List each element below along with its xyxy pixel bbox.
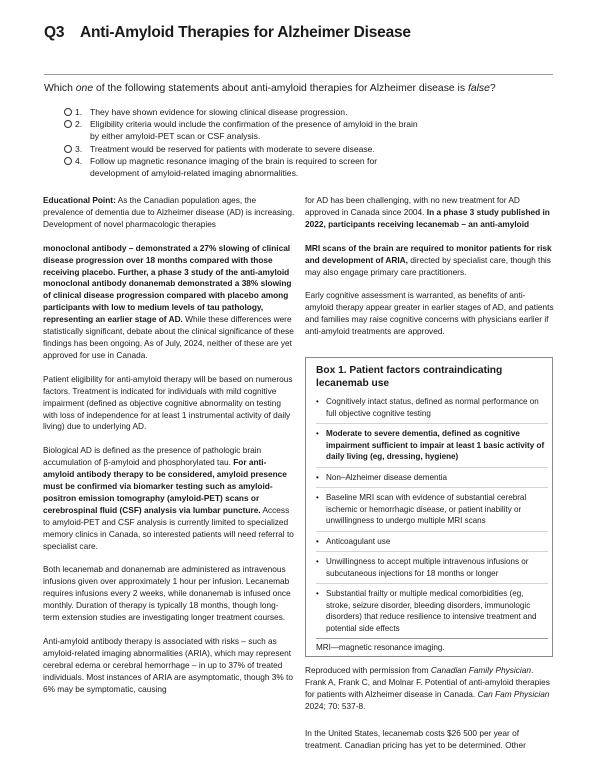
paragraph-eligibility: Patient eligibility for anti-amyloid therapy will be based on numerous factors. Treatment is indicated for individuals with mild cognitive impairment (defined as objective cognitive abnormality on testing with loss of independence for at least 1 instrumental activity of daily living) due to underlying AD. (43, 373, 293, 432)
question-stem (44, 83, 564, 94)
option-number: 4. (75, 155, 83, 166)
option-text: Treatment would be reserved for patients with moderate to severe disease. (90, 143, 375, 154)
option-number: 1. (75, 107, 83, 117)
answer-option-1[interactable] (64, 106, 484, 118)
radio-circle-icon[interactable] (64, 108, 72, 116)
approval-text: for AD has been challenging, with no new treatment for AD approved in Canada since 2004. (305, 195, 520, 217)
question-end: ? (489, 83, 496, 94)
citation (305, 665, 555, 713)
answer-options (64, 106, 484, 179)
box-item-non-ad-dementia: • Non–Alzheimer disease dementia (316, 472, 548, 489)
title-divider (44, 74, 553, 75)
option-number: 3. (75, 143, 83, 154)
biological-ad-text-cont: Access to amyloid-PET and CSF analysis is currently limited to specialized memory clinics in Canada, so interested patients will need referral to specialist care. (43, 504, 294, 551)
trials-bold-text: monoclonal antibody – demonstrated a 27% slowing of clinical disease progression over 18 months compared with those receiving placebo. Further, a phase 3 study of the anti-amyloid monoclonal antibody donanemab demonstrated a 38% slowing of clinical disease progression compared with placebo among participants with low to medium levels of tau pathology, representing an earlier stage of AD. (43, 242, 292, 325)
box-footnote: MRI—magnetic resonance imaging. (316, 638, 548, 652)
option-text-cont: by either amyloid-PET scan or CSF analysis. (90, 131, 261, 142)
option-text: They have shown evidence for slowing clinical disease progression. (90, 107, 348, 117)
paragraph-biological-ad (43, 445, 295, 552)
option-text: Follow up magnetic resonance imaging of the brain is required to screen for (90, 155, 378, 166)
paragraph-approval (305, 195, 554, 231)
approval-bold-text: In a phase 3 study published in 2022, participants receiving lecanemab – an anti-amyloid (305, 206, 550, 229)
biological-ad-bold-text: For anti-amyloid antibody therapy to be considered, amyloid presence must be confirmed via biomarker testing such as amyloid-positron emission tomography (amyloid-PET) scans or cerebrospinal fluid (CSF) analysis via lumbar puncture. (43, 457, 287, 515)
option-number: 2. (75, 119, 83, 130)
box-contraindications (305, 357, 553, 657)
educational-point (43, 195, 295, 231)
question-pre: Which (44, 83, 76, 94)
citation-journal-abbr: Can Fam Physician (477, 688, 550, 699)
box-item-bold-text: Moderate to severe dementia, defined as cognitive impairment sufficient to impair at least 1 basic activity of daily living (eg, dressing, hygiene) (326, 429, 545, 461)
question-emphasis-false: false (467, 83, 490, 94)
citation-end: 2024; 70: 537-8. (305, 700, 366, 711)
biological-ad-text: Biological AD is defined as the presence of pathologic brain accumulation of β-amyloid and phosphorylated tau. (43, 445, 262, 468)
citation-pre: Reproduced with permission from (305, 665, 431, 675)
box-item-baseline-mri: • Baseline MRI scan with evidence of substantial cerebral ischemic or hemorrhagic disease, or patient inability or unwillingness to undergo multiple MRI scans (316, 492, 548, 532)
box-list (316, 396, 548, 642)
right-column (305, 195, 554, 338)
question-emphasis-one: one (75, 83, 94, 94)
page-title (44, 24, 411, 42)
box-item-moderate-severe (316, 428, 548, 468)
mri-bold-text: MRI scans of the brain are required to monitor patients for risk and development of ARIA, (305, 242, 552, 265)
trials-text: While these differences were statistically significant, debate about the clinical significance of these findings has been ongoing. As of July, 2024, neither of these are yet approved for use in Canada. (43, 314, 294, 360)
box-title: Box 1. Patient factors contraindicating lecanemab use (316, 365, 503, 389)
paragraph-mri (305, 243, 554, 279)
radio-circle-icon[interactable] (64, 120, 72, 128)
option-text-cont: development of amyloid-related imaging abnormalities. (90, 168, 299, 179)
citation-mid: . Frank A, Frank C, and Molnar F. Potential of anti-amyloid therapies for patients with Alzheimer disease in Canada. (305, 665, 550, 699)
question-mid: of the following statements about anti-amyloid therapies for Alzheimer disease is (93, 83, 468, 94)
radio-circle-icon[interactable] (64, 157, 72, 165)
answer-option-3[interactable] (64, 143, 484, 155)
box-item-anticoagulant: • Anticoagulant use (316, 536, 548, 553)
paragraph-us-cost: In the United States, lecanemab costs $26 500 per year of treatment. Canadian pricing has yet to be determined. Other (305, 728, 526, 750)
paragraph-risks: Anti-amyloid antibody therapy is associated with risks – such as amyloid-related imaging abnormalities (ARIA), which may represent cerebral edema or cerebral hemorrhage – in up to 37% of treated individuals. Most instances of ARIA are asymptomatic, though 3% to 6% may be symptomatic, causing (43, 636, 293, 694)
educational-point-text: As the Canadian population ages, the prevalence of dementia due to Alzheimer disease (AD) is increasing. Development of novel pharmacologic therapies (43, 195, 295, 229)
box-item-frailty: • Substantial frailty or multiple medical comorbidities (eg, stroke, seizure disorder, bleeding disorders, immunologic disorders) that reduce resilience to intensive treatment and potential side effects (316, 588, 548, 638)
citation-journal: Canadian Family Physician (430, 665, 531, 675)
question-number: Q3 (44, 24, 65, 41)
box-item-cognitively-intact: • Cognitively intact status, defined as normal performance on full objective cognitive testing (316, 396, 548, 424)
paragraph-trials (43, 243, 295, 362)
box-item-unwillingness: • Unwillingness to accept multiple intravenous infusions or subcutaneous injections for 18 months or longer (316, 556, 548, 584)
answer-option-4[interactable] (64, 155, 484, 179)
paragraph-early-assessment: Early cognitive assessment is warranted, as benefits of anti-amyloid therapy appear greater in earlier stages of AD, and patients and families may raise cognitive concerns with physicians earlier if anti-amyloid treatments are approved. (305, 290, 554, 337)
option-text: Eligibility criteria would include the confirmation of the presence of amyloid in the brain (90, 119, 418, 130)
mri-text: directed by specialist care, though this may also engage primary care practitioners. (305, 254, 551, 277)
title-text: Anti-Amyloid Therapies for Alzheimer Disease (80, 24, 411, 41)
paragraph-administration: Both lecanemab and donanemab are administered as intravenous infusions given over approximately 1 hour per infusion. Lecanemab requires infusions every 2 weeks, while donanemab is infused once monthly. Duration of therapy is typically 18 months, though long-term extension studies are investigating longer treatment courses. (43, 564, 291, 623)
educational-point-label: Educational Point: (43, 195, 116, 205)
radio-circle-icon[interactable] (64, 145, 72, 153)
answer-option-2[interactable] (64, 118, 484, 142)
left-column (43, 195, 295, 696)
